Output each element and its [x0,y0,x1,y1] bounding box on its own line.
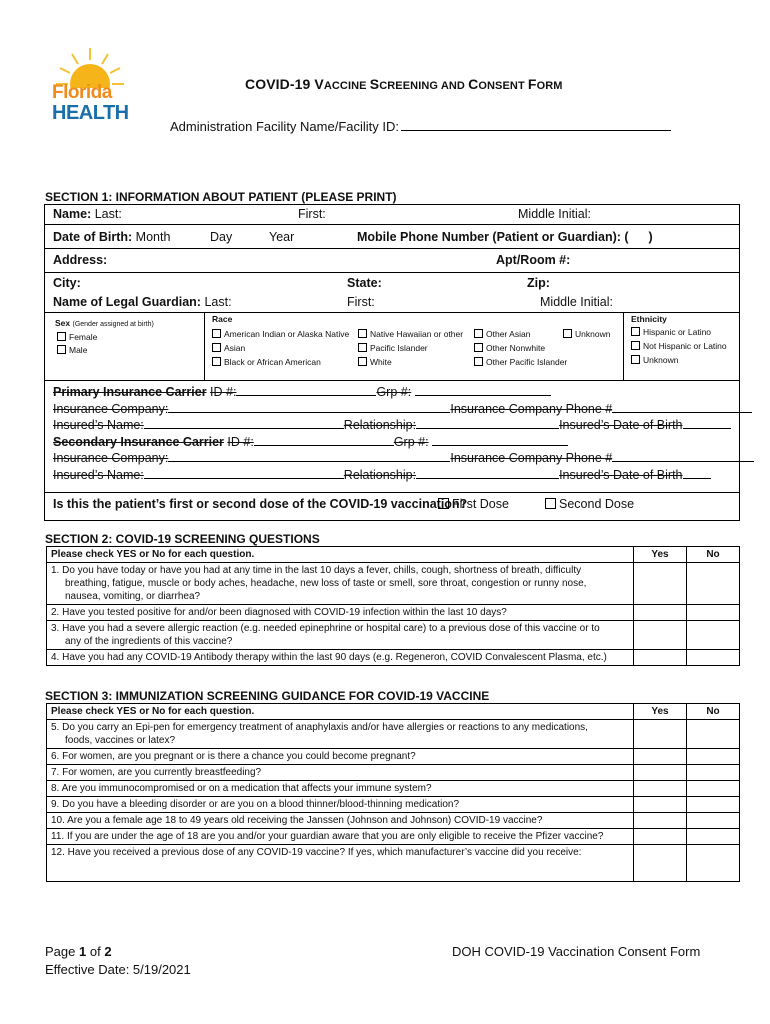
question-8-no-cell[interactable] [687,781,740,797]
question-5-no-cell[interactable] [687,720,740,749]
question-7-yes-cell[interactable] [634,765,687,781]
ethnicity-unknown[interactable]: Unknown [631,355,678,365]
question-6-yes-cell[interactable] [634,749,687,765]
yes-column-header: Yes [634,704,687,720]
question-9-yes-cell[interactable] [634,797,687,813]
question-5: 5. Do you carry an Epi-pen for emergency treatment of anaphylaxis and/or have allergies or reactions to any medications, foods, vaccines or latex? [47,720,634,749]
page-number: Page 1 of 2 [45,944,112,959]
middle-initial-field[interactable]: Middle Initial: [518,207,591,221]
sex-label: Sex (Gender assigned at birth) [55,318,154,328]
second-dose-checkbox[interactable]: Second Dose [545,497,634,511]
race-asian[interactable]: Asian [212,343,245,353]
race-other-asian[interactable]: Other Asian [474,329,530,339]
table-row [47,749,740,765]
question-5-yes-cell[interactable] [634,720,687,749]
question-10-no-cell[interactable] [687,813,740,829]
question-9-no-cell[interactable] [687,797,740,813]
sex-female-option[interactable]: Female [57,332,97,342]
dob-day[interactable]: Day [210,230,233,244]
table-row [47,621,740,650]
dob-year[interactable]: Year [269,230,295,244]
section3-table [46,703,740,882]
guardian-field[interactable]: Name of Legal Guardian: Last: [53,295,232,309]
question-1: 1. Do you have today or have you had at any time in the last 10 days a fever, chills, cough, shortness of breath, difficulty breathing, fatigue, muscle or body aches, headache, new loss of taste or smell, sore throat, congestion or runny nose, nausea, vomiting, or diarrhea? [47,563,634,605]
state-field[interactable]: State: [347,276,382,290]
race-pacific-islander[interactable]: Pacific Islander [358,343,428,353]
dob-field[interactable]: Date of Birth: Month [53,230,171,244]
question-11-no-cell[interactable] [687,829,740,845]
section2-table [46,546,740,666]
question-7: 7. For women, are you currently breastfeeding? [47,765,634,781]
question-12-yes-cell[interactable] [634,845,687,882]
secondary-carrier-row[interactable]: Secondary Insurance Carrier ID #: Grp #: [53,434,754,451]
secondary-company-row[interactable]: Insurance Company: Insurance Company Phone # [53,450,754,467]
section2-header: Please check YES or No for each question. [47,547,634,563]
question-8: 8. Are you immunocompromised or on a medication that affects your immune system? [47,781,634,797]
section3-title: SECTION 3: IMMUNIZATION SCREENING GUIDANCE FOR COVID-19 VACCINE [45,689,490,703]
question-4: 4. Have you had any COVID-19 Antibody therapy within the last 90 days (e.g. Regeneron, COVID Convalescent Plasma, etc.) [47,650,634,666]
primary-carrier-row[interactable]: Primary Insurance Carrier ID #: Grp #: [53,384,754,401]
ethnicity-not-hispanic[interactable]: Not Hispanic or Latino [631,341,727,351]
table-header-row [47,547,740,563]
city-field[interactable]: City: [53,276,81,290]
insurance-block[interactable] [53,384,754,483]
question-1-no-cell[interactable] [687,563,740,605]
section2-title: SECTION 2: COVID-19 SCREENING QUESTIONS [45,532,320,546]
form-name-footer: DOH COVID-19 Vaccination Consent Form [452,944,701,959]
question-2-yes-cell[interactable] [634,605,687,621]
table-row [47,605,740,621]
ethnicity-label: Ethnicity [631,314,667,324]
logo-text-health: HEALTH [52,102,129,124]
table-header-row [47,704,740,720]
question-10-yes-cell[interactable] [634,813,687,829]
question-12-no-cell[interactable] [687,845,740,882]
no-column-header: No [687,547,740,563]
race-label: Race [212,314,233,324]
question-3: 3. Have you had a severe allergic reaction (e.g. needed epinephrine or hospital care) to a previous dose of this vaccine or to any of the ingredients of this vaccine? [47,621,634,650]
logo-text-florida: Florida [52,82,112,103]
table-row [47,563,740,605]
table-row [47,765,740,781]
sex-male-option[interactable]: Male [57,345,87,355]
dose-question-row: Is this the patient’s first or second dose of the COVID-19 vaccination? [53,497,468,511]
question-6-no-cell[interactable] [687,749,740,765]
form-title: COVID-19 VACCINE SCREENING AND CONSENT FORM [245,76,563,92]
first-dose-checkbox[interactable]: First Dose [438,497,509,511]
question-1-yes-cell[interactable] [634,563,687,605]
table-row [47,781,740,797]
zip-field[interactable]: Zip: [527,276,550,290]
question-12: 12. Have you received a previous dose of any COVID-19 vaccine? If yes, which manufacturer’s vaccine did you receive: [47,845,634,882]
effective-date: Effective Date: 5/19/2021 [45,962,191,977]
question-2: 2. Have you tested positive for and/or been diagnosed with COVID-19 infection within the last 10 days? [47,605,634,621]
table-row [47,797,740,813]
question-4-yes-cell[interactable] [634,650,687,666]
name-row[interactable]: Name: Last: [53,207,122,221]
question-4-no-cell[interactable] [687,650,740,666]
race-american-indian[interactable]: American Indian or Alaska Native [212,329,349,339]
question-9: 9. Do you have a bleeding disorder or are you on a blood thinner/blood-thinning medication? [47,797,634,813]
primary-company-row[interactable]: Insurance Company: Insurance Company Phone # [53,401,754,418]
guardian-middle[interactable]: Middle Initial: [540,295,613,309]
question-3-no-cell[interactable] [687,621,740,650]
question-6: 6. For women, are you pregnant or is there a chance you could become pregnant? [47,749,634,765]
no-column-header: No [687,704,740,720]
race-other-nonwhite[interactable]: Other Nonwhite [474,343,545,353]
primary-insured-row[interactable]: Insured’s Name: Relationship: Insured’s Date of Birth [53,417,754,434]
first-name-field[interactable]: First: [298,207,326,221]
question-11: 11. If you are under the age of 18 are you and/or your guardian aware that you are only eligible to receive the Pfizer vaccine? [47,829,634,845]
guardian-first[interactable]: First: [347,295,375,309]
question-10: 10. Are you a female age 18 to 49 years old receiving the Janssen (Johnson and Johnson) COVID-19 vaccine? [47,813,634,829]
race-unknown[interactable]: Unknown [563,329,610,339]
apt-field[interactable]: Apt/Room #: [496,253,571,267]
facility-label: Administration Facility Name/Facility ID: [170,119,399,134]
section1-title: SECTION 1: INFORMATION ABOUT PATIENT (PLEASE PRINT) [45,190,397,204]
race-native-hawaiian[interactable]: Native Hawaiian or other [358,329,463,339]
ethnicity-hispanic[interactable]: Hispanic or Latino [631,327,711,337]
table-row [47,845,740,882]
question-2-no-cell[interactable] [687,605,740,621]
question-11-yes-cell[interactable] [634,829,687,845]
question-7-no-cell[interactable] [687,765,740,781]
facility-field[interactable] [170,118,671,134]
question-8-yes-cell[interactable] [634,781,687,797]
table-row [47,829,740,845]
address-field[interactable]: Address: [53,253,108,267]
secondary-insured-row[interactable]: Insured’s Name: Relationship: Insured’s Date of Birth [53,467,754,484]
section3-header: Please check YES or No for each question. [47,704,634,720]
question-3-yes-cell[interactable] [634,621,687,650]
phone-field[interactable]: Mobile Phone Number (Patient or Guardian): ( ) [357,230,653,244]
race-black[interactable]: Black or African American [212,357,321,367]
table-row [47,720,740,749]
facility-input-line[interactable] [401,118,671,131]
table-row [47,813,740,829]
yes-column-header: Yes [634,547,687,563]
table-row [47,650,740,666]
race-white[interactable]: White [358,357,392,367]
florida-health-logo [50,42,130,128]
race-other-pacific[interactable]: Other Pacific Islander [474,357,567,367]
